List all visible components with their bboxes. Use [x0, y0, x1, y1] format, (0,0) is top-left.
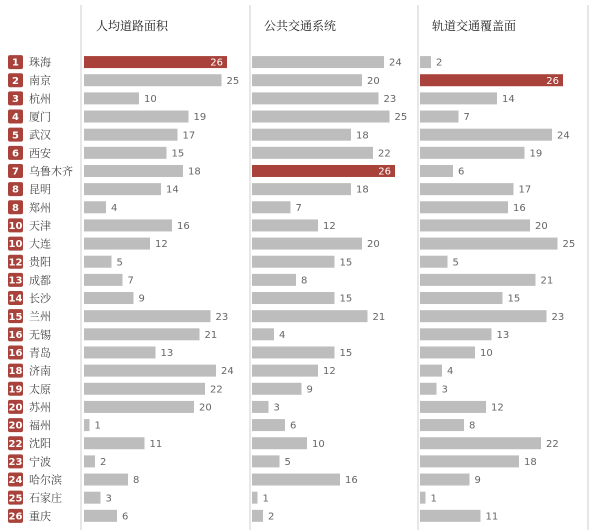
bar-value-label: 1 [262, 493, 269, 505]
rank-number: 8 [12, 202, 19, 214]
bar-value-label: 4 [279, 329, 286, 341]
bar-value-label: 9 [306, 384, 313, 396]
rank-number: 2 [12, 75, 19, 87]
bar-highlight [420, 74, 563, 86]
city-label: 乌鲁木齐 [29, 164, 73, 178]
rank-number: 20 [8, 402, 23, 414]
rank-number: 20 [8, 420, 23, 432]
bar-value-label: 26 [378, 166, 391, 178]
bar-value-label: 8 [301, 275, 308, 287]
bar-value-label: 25 [394, 112, 408, 124]
bar [84, 183, 161, 195]
bar-value-label: 26 [210, 57, 223, 69]
bar-value-label: 20 [367, 239, 380, 251]
bar-value-label: 20 [199, 402, 212, 414]
bar-value-label: 21 [204, 329, 218, 341]
column-header-2: 轨道交通覆盖面 [432, 19, 517, 33]
city-label: 西安 [29, 146, 51, 160]
bar [84, 147, 167, 159]
column-header-1: 公共交通系统 [264, 19, 337, 33]
bar [84, 238, 150, 250]
city-label: 沈阳 [29, 437, 51, 451]
bar-value-label: 3 [273, 402, 280, 414]
rank-number: 19 [8, 384, 23, 396]
bar-value-label: 3 [441, 384, 448, 396]
column-header-0: 人均道路面积 [96, 19, 169, 33]
bar [252, 274, 296, 286]
rank-number: 26 [8, 511, 23, 523]
bar-value-label: 24 [557, 130, 570, 142]
bar [420, 147, 525, 159]
bar [84, 111, 189, 123]
bar [420, 474, 470, 486]
bar-value-label: 12 [323, 221, 336, 233]
bar-value-label: 15 [339, 348, 353, 360]
bar [420, 56, 431, 68]
rank-number: 25 [8, 493, 23, 505]
bar-value-label: 7 [463, 112, 470, 124]
bar [420, 437, 541, 449]
rank-number: 16 [8, 329, 23, 341]
city-label: 武汉 [29, 128, 51, 142]
city-label: 贵阳 [29, 255, 51, 269]
bar-value-label: 6 [290, 420, 297, 432]
bar-value-label: 5 [284, 456, 291, 468]
bar [252, 401, 269, 413]
bar [252, 129, 351, 141]
bar [420, 419, 464, 431]
bar-value-label: 23 [383, 93, 397, 105]
bar [420, 219, 530, 231]
bar [420, 129, 552, 141]
city-label: 哈尔滨 [29, 473, 62, 487]
bar-value-label: 19 [193, 112, 207, 124]
bar-value-label: 18 [524, 456, 537, 468]
city-label: 南京 [29, 74, 51, 88]
rank-number: 14 [8, 293, 23, 305]
bar [252, 437, 307, 449]
bar [252, 419, 285, 431]
bar [84, 74, 222, 86]
bar-value-label: 20 [535, 221, 548, 233]
bar-value-label: 9 [138, 293, 145, 305]
bar [84, 383, 205, 395]
bar [420, 111, 459, 123]
bar [84, 419, 90, 431]
bar-value-label: 15 [339, 293, 353, 305]
city-label: 杭州 [29, 92, 51, 106]
bar-value-label: 19 [529, 148, 543, 160]
bar [84, 437, 145, 449]
rank-number: 7 [12, 166, 19, 178]
rank-number: 16 [8, 348, 23, 360]
bar [84, 455, 95, 467]
bar-value-label: 18 [356, 130, 369, 142]
bar [252, 383, 302, 395]
city-label: 郑州 [29, 201, 51, 215]
rank-number: 24 [8, 475, 23, 487]
bar [252, 147, 373, 159]
bar [84, 165, 183, 177]
bar [84, 310, 211, 322]
bar-value-label: 6 [122, 511, 129, 523]
bar [420, 401, 486, 413]
bar [420, 492, 426, 504]
bar-value-label: 21 [540, 275, 554, 287]
city-label: 昆明 [29, 183, 51, 197]
bar-value-label: 25 [226, 75, 240, 87]
bar-value-label: 1 [94, 420, 101, 432]
bar [84, 292, 134, 304]
city-label: 长沙 [29, 292, 51, 306]
bar [252, 310, 368, 322]
bar [252, 455, 280, 467]
rank-number: 8 [12, 184, 19, 196]
bar [252, 328, 274, 340]
bar-value-label: 26 [546, 75, 559, 87]
bar-value-label: 23 [551, 311, 565, 323]
bar-value-label: 1 [430, 493, 437, 505]
bar [420, 310, 547, 322]
bar-value-label: 3 [105, 493, 112, 505]
city-label: 成都 [29, 273, 51, 287]
bar-value-label: 5 [452, 257, 459, 269]
bar-value-label: 10 [144, 93, 157, 105]
bar-value-label: 7 [127, 275, 134, 287]
bar [252, 492, 258, 504]
bar [420, 383, 437, 395]
city-label: 青岛 [29, 346, 51, 360]
bar [84, 365, 216, 377]
bar [420, 455, 519, 467]
bar [252, 92, 379, 104]
bar-value-label: 18 [356, 184, 369, 196]
city-label: 厦门 [29, 110, 51, 124]
bar [420, 238, 558, 250]
city-label: 福州 [29, 419, 51, 433]
bar [420, 256, 448, 268]
bar-value-label: 22 [546, 438, 559, 450]
bar [252, 183, 351, 195]
rank-number: 10 [8, 221, 23, 233]
bar-value-label: 24 [221, 366, 234, 378]
bar-value-label: 10 [312, 438, 325, 450]
bar-value-label: 17 [182, 130, 196, 142]
city-label: 大连 [29, 237, 51, 251]
bar [252, 201, 291, 213]
bar-value-label: 8 [469, 420, 476, 432]
bar-value-label: 14 [166, 184, 179, 196]
rank-number: 5 [12, 130, 19, 142]
bar [252, 510, 263, 522]
bar-value-label: 13 [160, 348, 174, 360]
city-label: 太原 [29, 382, 51, 396]
bar-value-label: 12 [491, 402, 504, 414]
bar-value-label: 2 [100, 456, 107, 468]
rank-number: 3 [12, 93, 19, 105]
rank-number: 10 [8, 239, 23, 251]
bar-value-label: 23 [215, 311, 229, 323]
bar [84, 492, 101, 504]
rank-number: 15 [8, 311, 23, 323]
bar [420, 201, 508, 213]
bar-value-label: 22 [378, 148, 391, 160]
bar [252, 219, 318, 231]
bar [252, 474, 340, 486]
bar-value-label: 20 [367, 75, 380, 87]
bar-value-label: 12 [155, 239, 168, 251]
bar [252, 56, 384, 68]
bar-value-label: 5 [116, 257, 123, 269]
bar-value-label: 4 [111, 202, 118, 214]
bar [252, 365, 318, 377]
bar-value-label: 16 [345, 475, 358, 487]
city-label: 天津 [29, 219, 51, 233]
rank-number: 23 [8, 456, 23, 468]
bar [252, 111, 390, 123]
bar-value-label: 12 [323, 366, 336, 378]
bar [420, 365, 442, 377]
bar-value-label: 4 [447, 366, 454, 378]
rank-number: 18 [8, 366, 23, 378]
bar-value-label: 14 [502, 93, 515, 105]
bar-value-label: 2 [268, 511, 275, 523]
bar [420, 510, 481, 522]
bar [84, 274, 123, 286]
city-label: 无锡 [29, 328, 51, 342]
bar-value-label: 6 [458, 166, 465, 178]
bar [420, 292, 503, 304]
bar-value-label: 18 [188, 166, 201, 178]
bar [420, 183, 514, 195]
bar-highlight [252, 165, 395, 177]
bar [252, 74, 362, 86]
rank-number: 4 [12, 112, 19, 124]
bar [84, 201, 106, 213]
bar [84, 401, 194, 413]
bar [84, 474, 128, 486]
bar-value-label: 15 [171, 148, 185, 160]
bar [420, 165, 453, 177]
bar-value-label: 11 [485, 511, 499, 523]
rank-number: 13 [8, 275, 23, 287]
bar-value-label: 11 [149, 438, 163, 450]
bar-highlight [84, 56, 227, 68]
bar-value-label: 16 [513, 202, 526, 214]
bar-value-label: 15 [507, 293, 521, 305]
rank-number: 22 [8, 438, 23, 450]
bar [252, 346, 335, 358]
city-label: 宁波 [29, 455, 51, 469]
bar [84, 219, 172, 231]
bar-value-label: 21 [372, 311, 386, 323]
city-label: 兰州 [29, 310, 51, 324]
bar [420, 92, 497, 104]
bar-value-label: 9 [474, 475, 481, 487]
bar [84, 346, 156, 358]
bar [252, 292, 335, 304]
bar [420, 346, 475, 358]
rank-number: 12 [8, 257, 23, 269]
bar [252, 256, 335, 268]
bar-value-label: 13 [496, 329, 510, 341]
bar [420, 274, 536, 286]
bar-value-label: 22 [210, 384, 223, 396]
bar [84, 328, 200, 340]
bar-value-label: 10 [480, 348, 493, 360]
city-label: 济南 [29, 364, 51, 378]
bar-value-label: 17 [518, 184, 532, 196]
rank-number: 1 [12, 57, 19, 69]
bar-value-label: 8 [133, 475, 140, 487]
bar-value-label: 25 [562, 239, 576, 251]
city-label: 珠海 [29, 56, 51, 70]
city-label: 重庆 [29, 509, 51, 523]
city-label: 苏州 [29, 400, 51, 414]
bar [84, 256, 112, 268]
bar [84, 510, 117, 522]
bar [252, 238, 362, 250]
bar [84, 129, 178, 141]
bar-value-label: 15 [339, 257, 353, 269]
rank-number: 6 [12, 148, 19, 160]
bar-value-label: 16 [177, 221, 190, 233]
city-label: 石家庄 [29, 491, 62, 505]
bar [420, 328, 492, 340]
bar-value-label: 7 [295, 202, 302, 214]
bar-value-label: 24 [389, 57, 402, 69]
bar [84, 92, 139, 104]
bar-value-label: 2 [436, 57, 443, 69]
